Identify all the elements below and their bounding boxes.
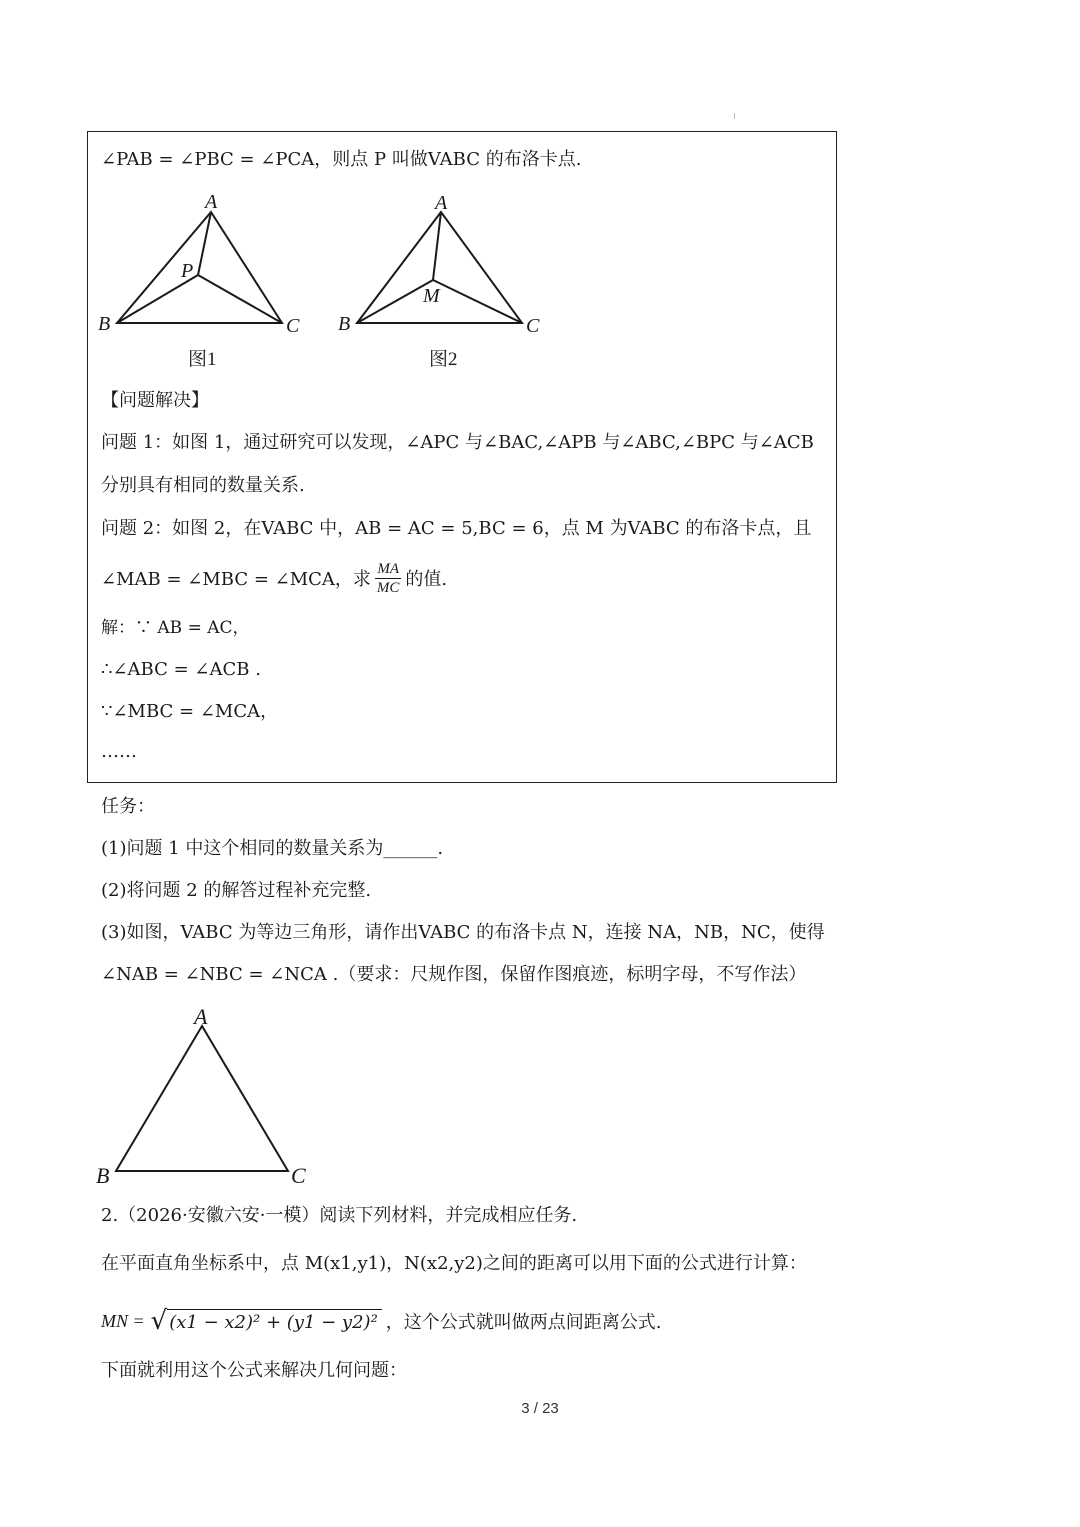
- caption-fig-2: 图2: [429, 349, 458, 370]
- formula-lhs: MN =: [101, 1310, 145, 1331]
- label-c-3: C: [291, 1163, 306, 1188]
- segment-pa: [198, 212, 211, 275]
- equilateral-triangle-abc: [116, 1026, 288, 1171]
- question-2-condition: ∠MAB = ∠MBC = ∠MCA，求: [101, 569, 371, 590]
- formula-radicand: (x1 − x2)² + (y1 − y2)²: [167, 1309, 382, 1333]
- figure-2: [335, 190, 555, 370]
- question-1-line-1: 问题 1：如图 1，通过研究可以发现，∠APC 与∠BAC,∠APB 与∠ABC,∠BPC 与∠ACB: [101, 432, 814, 453]
- label-a-3: A: [194, 1004, 208, 1029]
- segment-pb: [117, 275, 198, 323]
- segment-pc: [198, 275, 282, 323]
- label-c-2: C: [526, 315, 540, 337]
- figure-1: [95, 190, 310, 370]
- solution-ellipsis: ……: [101, 741, 137, 762]
- section-heading: 【问题解决】: [101, 390, 209, 411]
- problem-2-line-3: 下面就利用这个公式来解决几何问题：: [101, 1360, 407, 1381]
- task-3-line-1: (3)如图，VABC 为等边三角形，请作出VABC 的布洛卡点 N，连接 NA，NB，NC，使得: [101, 922, 825, 943]
- page-number: 3 / 23: [521, 1400, 559, 1417]
- fraction-numerator: MA: [377, 560, 399, 577]
- task-3-line-2: ∠NAB = ∠NBC = ∠NCA .（要求：尺规作图，保留作图痕迹，标明字母，不写作法）: [101, 964, 807, 985]
- segment-mb: [357, 280, 433, 323]
- label-a-1: A: [205, 191, 218, 213]
- segment-mc: [433, 280, 522, 323]
- label-p: P: [181, 260, 194, 282]
- distance-formula-line: [101, 1300, 662, 1342]
- tasks-heading: 任务：: [101, 796, 155, 817]
- distance-intro-line: 在平面直角坐标系中，点 M(x1,y1)，N(x2,y2)之间的距离可以用下面的公式进行计算：: [101, 1253, 807, 1274]
- problem-2-intro: 2.（2026·安徽六安·一模）阅读下列材料，并完成相应任务.: [101, 1205, 578, 1226]
- label-b-1: B: [98, 313, 111, 335]
- label-m: M: [423, 285, 440, 307]
- label-c-1: C: [286, 315, 300, 337]
- question-2-line-1: 问题 2：如图 2，在VABC 中，AB = AC = 5,BC = 6，点 M 为VABC 的布洛卡点，且: [101, 518, 812, 539]
- task-1: (1)问题 1 中这个相同的数量关系为______.: [101, 838, 444, 859]
- solution-line-3: ∵∠MBC = ∠MCA，: [101, 701, 279, 722]
- scan-mark: [734, 113, 735, 119]
- solution-line-2: ∴∠ABC = ∠ACB .: [101, 659, 261, 680]
- question-2-line-2: [101, 556, 447, 600]
- task-2: (2)将问题 2 的解答过程补充完整.: [101, 880, 372, 901]
- figure-3: [92, 1003, 322, 1191]
- fraction-denominator: MC: [376, 579, 400, 596]
- caption-fig-1: 图1: [188, 349, 217, 370]
- question-1-line-2: 分别具有相同的数量关系.: [101, 475, 305, 496]
- definition-line: ∠PAB = ∠PBC = ∠PCA，则点 P 叫做VABC 的布洛卡点.: [101, 149, 582, 170]
- question-2-ask: 的值.: [405, 569, 448, 590]
- label-b-3: B: [96, 1163, 110, 1188]
- fraction-ma-mc: [375, 560, 402, 597]
- solution-line-1: 解：∵ AB = AC，: [101, 618, 250, 638]
- formula-explanation: ，这个公式就叫做两点间距离公式.: [385, 1312, 662, 1333]
- label-a-2: A: [435, 192, 448, 214]
- radical-sign: √: [150, 1306, 168, 1336]
- label-b-2: B: [338, 313, 351, 335]
